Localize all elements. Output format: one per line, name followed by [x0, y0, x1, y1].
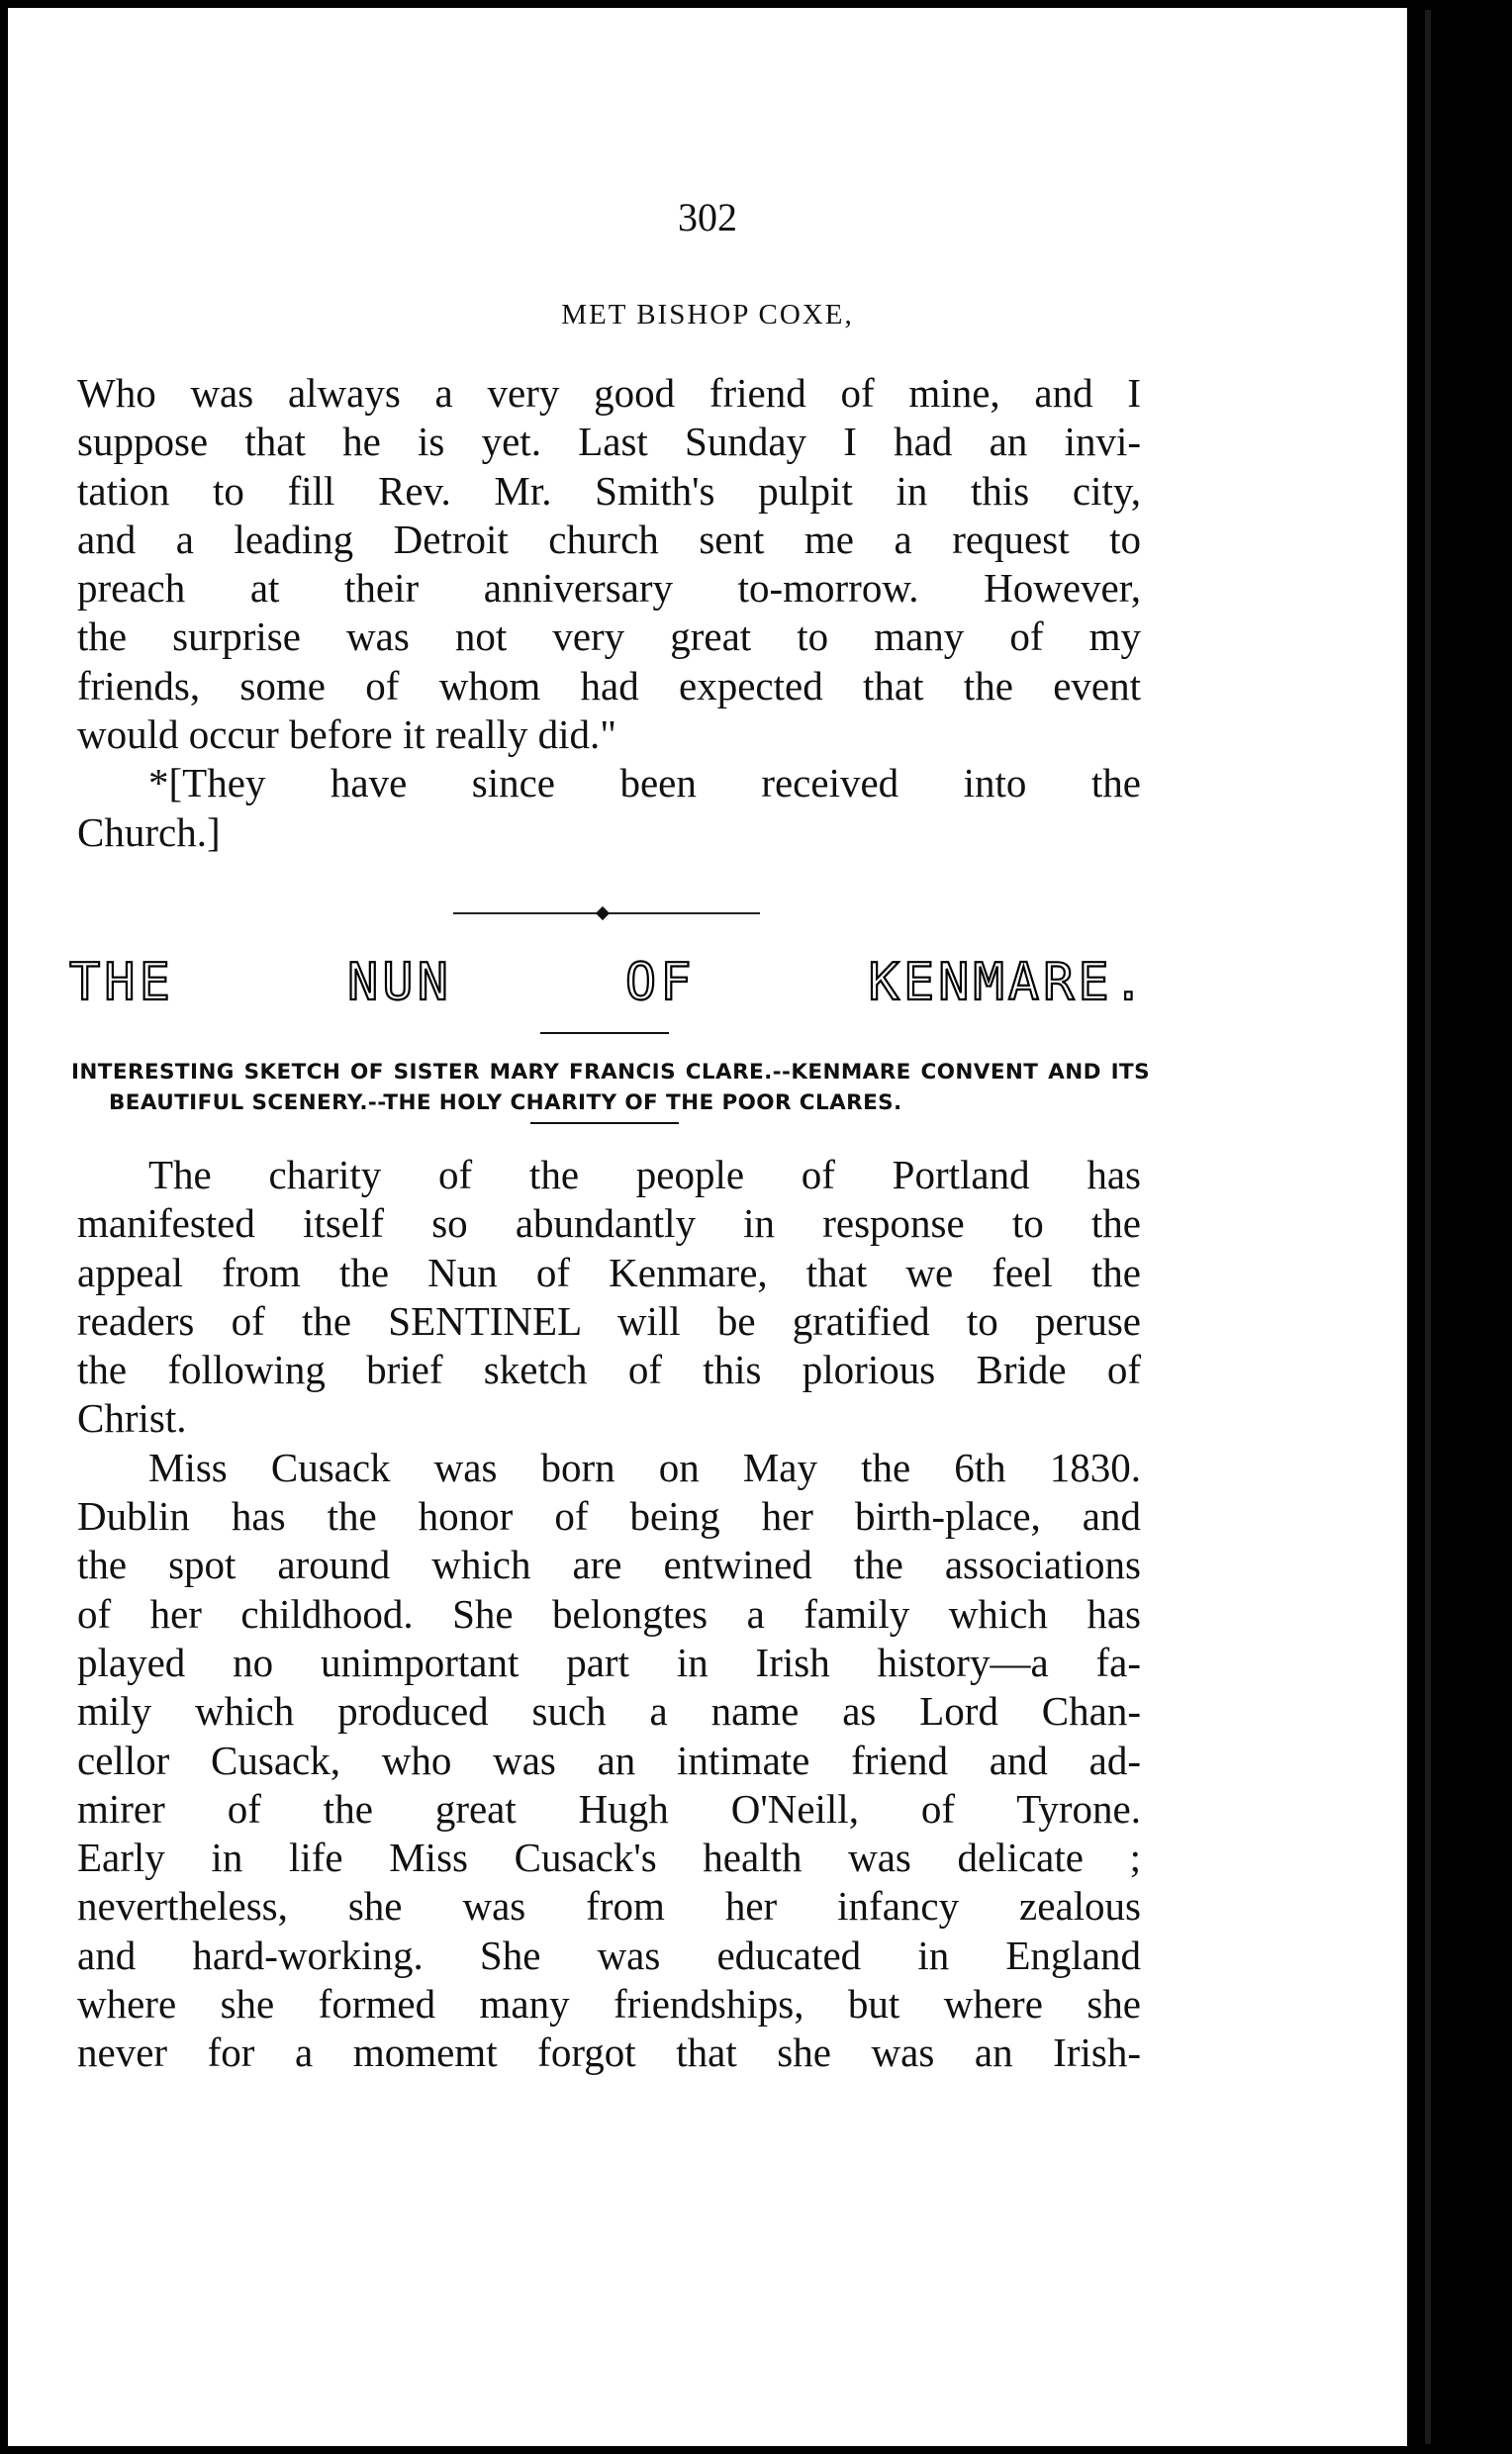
article-subheading	[71, 1057, 1150, 1118]
footnote-line: *[They have since been received into the	[148, 760, 1141, 806]
book-page	[5, 5, 1410, 2449]
text-line: Christ.	[77, 1395, 187, 1442]
continuation-paragraph	[77, 369, 1141, 857]
subheading-line: INTERESTING SKETCH OF SISTER MARY FRANCIS CLARE.--KENMARE CONVENT AND ITS	[71, 1060, 1150, 1085]
text-line: readers of the SENTINEL will be gratified to peruse	[77, 1297, 1141, 1344]
text-line: tation to fill Rev. Mr. Smith's pulpit in this city,	[77, 467, 1141, 514]
text-line: the surprise was not very great to many of my	[77, 614, 1141, 660]
subheading-rule	[530, 1122, 679, 1124]
text-line: The charity of the people of Portland has	[148, 1152, 1141, 1197]
page-number: 302	[678, 195, 737, 239]
text-line: never for a momemt forgot that she was an Irish-	[77, 2029, 1141, 2076]
text-line: played no unimportant part in Irish history—a fa-	[77, 1639, 1141, 1685]
diamond-ornament-icon	[596, 906, 610, 920]
article-title: THE NUN OF KENMARE.	[69, 953, 1148, 1012]
text-line: appeal from the Nun of Kenmare, that we feel the	[77, 1249, 1141, 1295]
article-body	[77, 1151, 1141, 2078]
text-line: Early in life Miss Cusack's health was delicate ;	[77, 1835, 1141, 1881]
text-line: preach at their anniversary to-morrow. However,	[77, 565, 1141, 612]
text-line: Miss Cusack was born on May the 6th 1830.	[148, 1444, 1141, 1490]
text-line: Who was always a very good friend of mine, and I	[77, 370, 1141, 416]
text-line: manifested itself so abundantly in response to the	[77, 1200, 1141, 1247]
text-line: cellor Cusack, who was an intimate friend and ad-	[77, 1737, 1141, 1783]
text-line: suppose that he is yet. Last Sunday I had an invi-	[77, 419, 1141, 465]
text-line: friends, some of whom had expected that the event	[77, 662, 1141, 708]
text-line: Dublin has the honor of being her birth-place, and	[77, 1493, 1141, 1540]
text-line: and a leading Detroit church sent me a request to	[77, 516, 1141, 562]
text-line: where she formed many friendships, but where she	[77, 1981, 1141, 2028]
text-line: the spot around which are entwined the associations	[77, 1542, 1141, 1588]
text-line: and hard-working. She was educated in England	[77, 1932, 1141, 1978]
text-line: nevertheless, she was from her infancy zealous	[77, 1883, 1141, 1930]
running-head: MET BISHOP COXE,	[561, 299, 854, 330]
title-rule	[540, 1032, 669, 1034]
text-line: would occur before it really did."	[77, 711, 616, 758]
section-divider	[453, 908, 760, 918]
text-line: the following brief sketch of this plorious Bride of	[77, 1347, 1141, 1393]
footnote-line: Church.]	[77, 808, 221, 855]
subheading-line: BEAUTIFUL SCENERY.--THE HOLY CHARITY OF THE POOR CLARES.	[109, 1090, 902, 1115]
text-line: mirer of the great Hugh O'Neill, of Tyrone.	[77, 1785, 1141, 1832]
page-edge	[1425, 10, 1431, 2444]
text-line: of her childhood. She belongtes a family which has	[77, 1590, 1141, 1637]
text-line: mily which produced such a name as Lord Chan-	[77, 1688, 1141, 1735]
